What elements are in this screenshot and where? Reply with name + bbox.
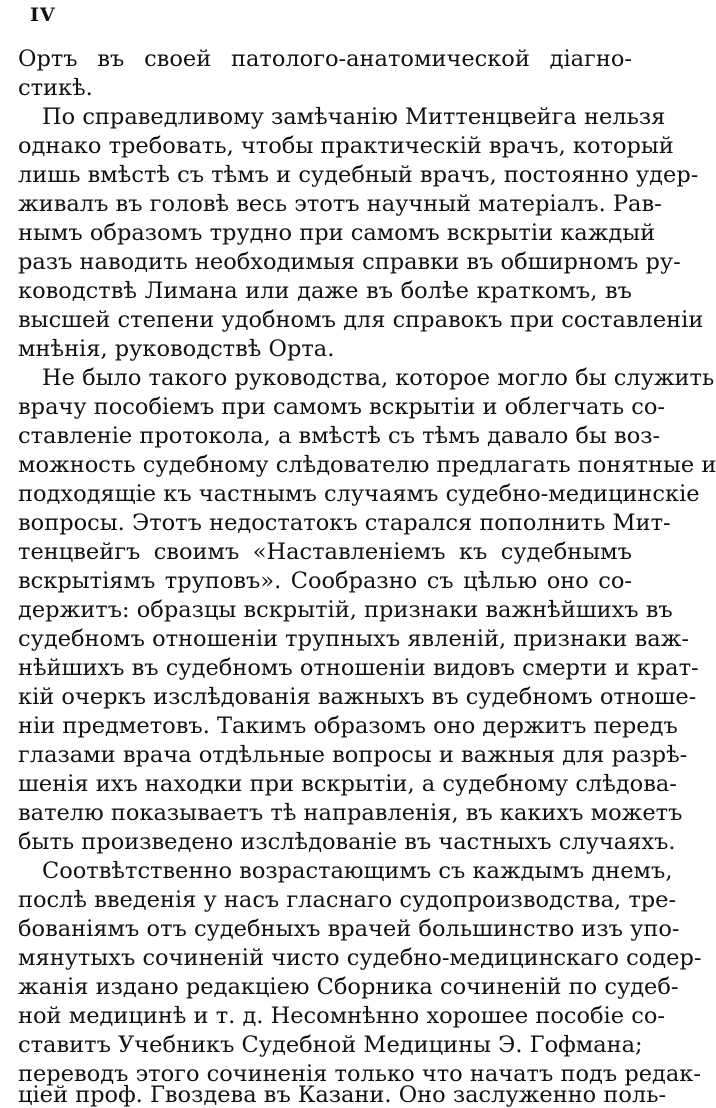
text-line: нымъ образомъ трудно при самомъ вскрытіи каждый — [18, 220, 656, 246]
text-line: ставленіе протокола, а вмѣстѣ съ тѣмъ давало бы воз- — [18, 423, 661, 449]
text-line: лишь вмѣстѣ съ тѣмъ и судебный врачъ, постоянно удер- — [18, 162, 699, 188]
text-line: послѣ введенія у насъ гласнаго судопроизводства, тре- — [18, 887, 677, 913]
text-line: кій очеркъ изслѣдованія важныхъ въ судебномъ отноше- — [18, 684, 697, 710]
text-line: живалъ въ головѣ весь этотъ научный матеріалъ. Рав- — [18, 191, 662, 217]
text-line: стикѣ. — [18, 75, 93, 101]
paragraph-first-line: Не было такого руководства, которое могло бы служить — [42, 365, 715, 391]
text-line: мянутыхъ сочиненій чисто судебно-медицинскаго содер- — [18, 945, 702, 971]
text-line: однако требовать, чтобы практическій врачъ, который — [18, 133, 674, 159]
text-line: ставитъ Учебникъ Судебной Медицины Э. Гофмана; — [18, 1032, 643, 1058]
text-line: можность судебному слѣдователю предлагать понятные и — [18, 452, 716, 478]
text-line: судебномъ отношеніи трупныхъ явленій, признаки важ- — [18, 626, 689, 652]
paragraph-first-line: По справедливому замѣчанію Миттенцвейга нельзя — [42, 104, 666, 130]
text-line: быть произведено изслѣдованіе въ частныхъ случаяхъ. — [18, 829, 676, 855]
text-line: держитъ: образцы вскрытій, признаки важнѣйшихъ въ — [18, 597, 673, 623]
text-line: подходящіе къ частнымъ случаямъ судебно-медицинскіе — [18, 481, 700, 507]
text-line: мнѣнія, руководствѣ Орта. — [18, 336, 335, 362]
text-line: ководствѣ Лимана или даже въ болѣе краткомъ, въ — [18, 278, 632, 304]
text-line: вателю показываетъ тѣ направленія, въ какихъ можетъ — [18, 800, 683, 826]
page-number: IV — [30, 4, 56, 26]
text-line: высшей степени удобномъ для справокъ при составленіи — [18, 307, 704, 333]
text-line: вопросы. Этотъ недостатокъ старался пополнить Мит- — [18, 510, 671, 536]
text-line: врачу пособіемъ при самомъ вскрытіи и облегчать со- — [18, 394, 666, 420]
text-line: переводъ этого сочиненія только что начатъ подъ редак- — [18, 1061, 701, 1087]
text-line: ніи предметовъ. Такимъ образомъ оно держитъ передъ — [18, 713, 678, 739]
text-line: вскрытіямъ труповъ». Сообразно съ цѣлью оно со- — [18, 568, 632, 594]
text-line: шенія ихъ находки при вскрытіи, а судебному слѣдова- — [18, 771, 677, 797]
text-line: глазами врача отдѣльные вопросы и важныя для разрѣ- — [18, 742, 688, 768]
text-line: жанія издано редакціею Сборника сочиненій по судеб- — [18, 974, 679, 1000]
text-line: тенцвейгъ своимъ «Наставленіемъ къ судебнымъ — [18, 539, 632, 565]
text-line: ной медицинѣ и т. д. Несомнѣнно хорошее пособіе со- — [18, 1003, 665, 1029]
text-line: Ортъ въ своей патолого-анатомической діагно- — [18, 46, 632, 72]
text-line: нѣйшихъ въ судебномъ отношеніи видовъ смерти и крат- — [18, 655, 699, 681]
text-line: ціей проф. Гвоздева въ Казани. Оно заслуженно поль- — [18, 1082, 667, 1108]
paragraph-first-line: Соотвѣтственно возрастающимъ съ каждымъ днемъ, — [42, 858, 673, 884]
text-line: бованіямъ отъ судебныхъ врачей большинство изъ упо- — [18, 916, 680, 942]
text-line: разъ наводить необходимыя справки въ обширномъ ру- — [18, 249, 681, 275]
